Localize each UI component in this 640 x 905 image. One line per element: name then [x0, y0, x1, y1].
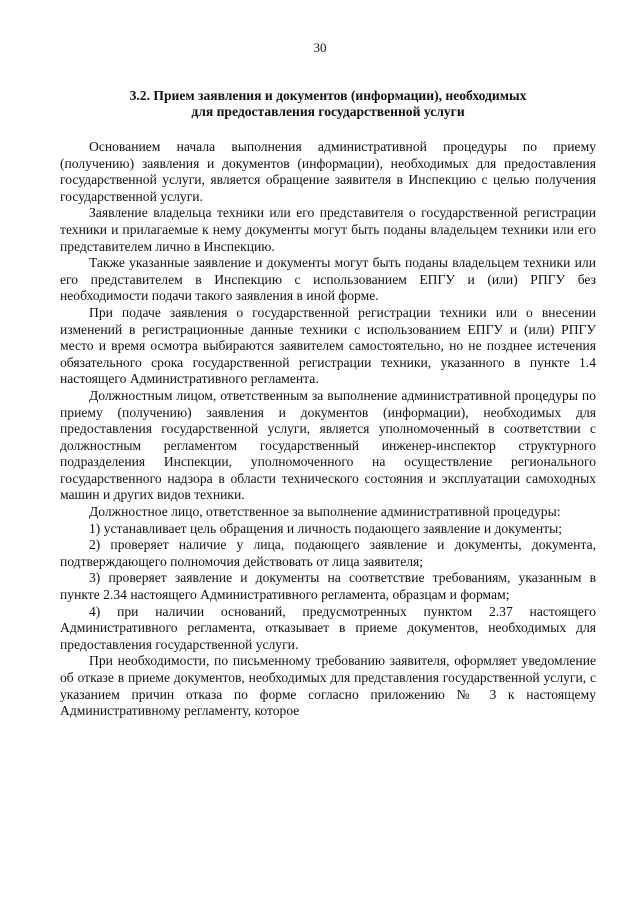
section-title-line: для предоставления государственной услуги: [191, 104, 465, 119]
paragraph: Должностное лицо, ответственное за выполнение административной процедуры:: [89, 504, 561, 520]
paragraph: Основанием начала выполнения административной процедуры по приему (получению) заявления и документов (информации), необходимых для предоставления государственной услуги, является обращение заявителя в Инспекцию с целью получения государственной услуги.: [60, 139, 596, 204]
paragraph: При необходимости, по письменному требованию заявителя, оформляет уведомление об отказе в приеме документов, необходимых для представления государственной услуги, с указанием причин отказа по форме согласно приложению № 3 к настоящему Административному регламенту, которое: [60, 653, 596, 719]
body-text: [60, 139, 596, 720]
page-number: 30: [313, 40, 327, 55]
paragraph: Заявление владельца техники или его представителя о государственной регистрации техники и прилагаемые к нему документы могут быть поданы владельцем техники или его представителем лично в Инспекцию.: [60, 205, 596, 254]
section-title-line: 3.2. Прием заявления и документов (информации), необходимых: [129, 88, 527, 103]
list-item: 4) при наличии оснований, предусмотренных пунктом 2.37 настоящего Административного регламента, отказывает в приеме документов, необходимых для предоставления государственной услуги.: [60, 603, 596, 652]
paragraph: Должностным лицом, ответственным за выполнение административной процедуры по приему (получению) заявления и документов (информации), необходимых для предоставления государственной услуги, является уполномоченный в соответствии с должностным регламентом государственный инженер-инспектор структурного подразделения Инспекции, уполномоченного на осуществление регионального государственного надзора в области технического состояния и эксплуатации самоходных машин и других видов техники.: [60, 387, 596, 503]
list-item: 1) устанавливает цель обращения и личность подающего заявление и документы;: [89, 520, 563, 536]
list-item: 2) проверяет наличие у лица, подающего заявление и документы, документа, подтверждающего полномочия действовать от лица заявителя;: [60, 537, 596, 569]
section-title: [60, 88, 596, 120]
list-item: 3) проверяет заявление и документы на соответствие требованиям, указанным в пункте 2.34 настоящего Административного регламента, образцам и формам;: [60, 570, 596, 603]
paragraph: При подаче заявления о государственной регистрации техники или о внесении изменений в регистрационные данные техники с использованием ЕПГУ и (или) РПГУ место и время осмотра выбираются заявителем самостоятельно, но не позднее истечения обязательного срока государственной регистрации техники, указанного в пункте 1.4 настоящего Административного регламента.: [60, 304, 596, 387]
paragraph: Также указанные заявление и документы могут быть поданы владельцем техники или его представителем в Инспекцию с использованием ЕПГУ и (или) РПГУ без необходимости подачи такого заявления в иной форме.: [60, 255, 596, 304]
